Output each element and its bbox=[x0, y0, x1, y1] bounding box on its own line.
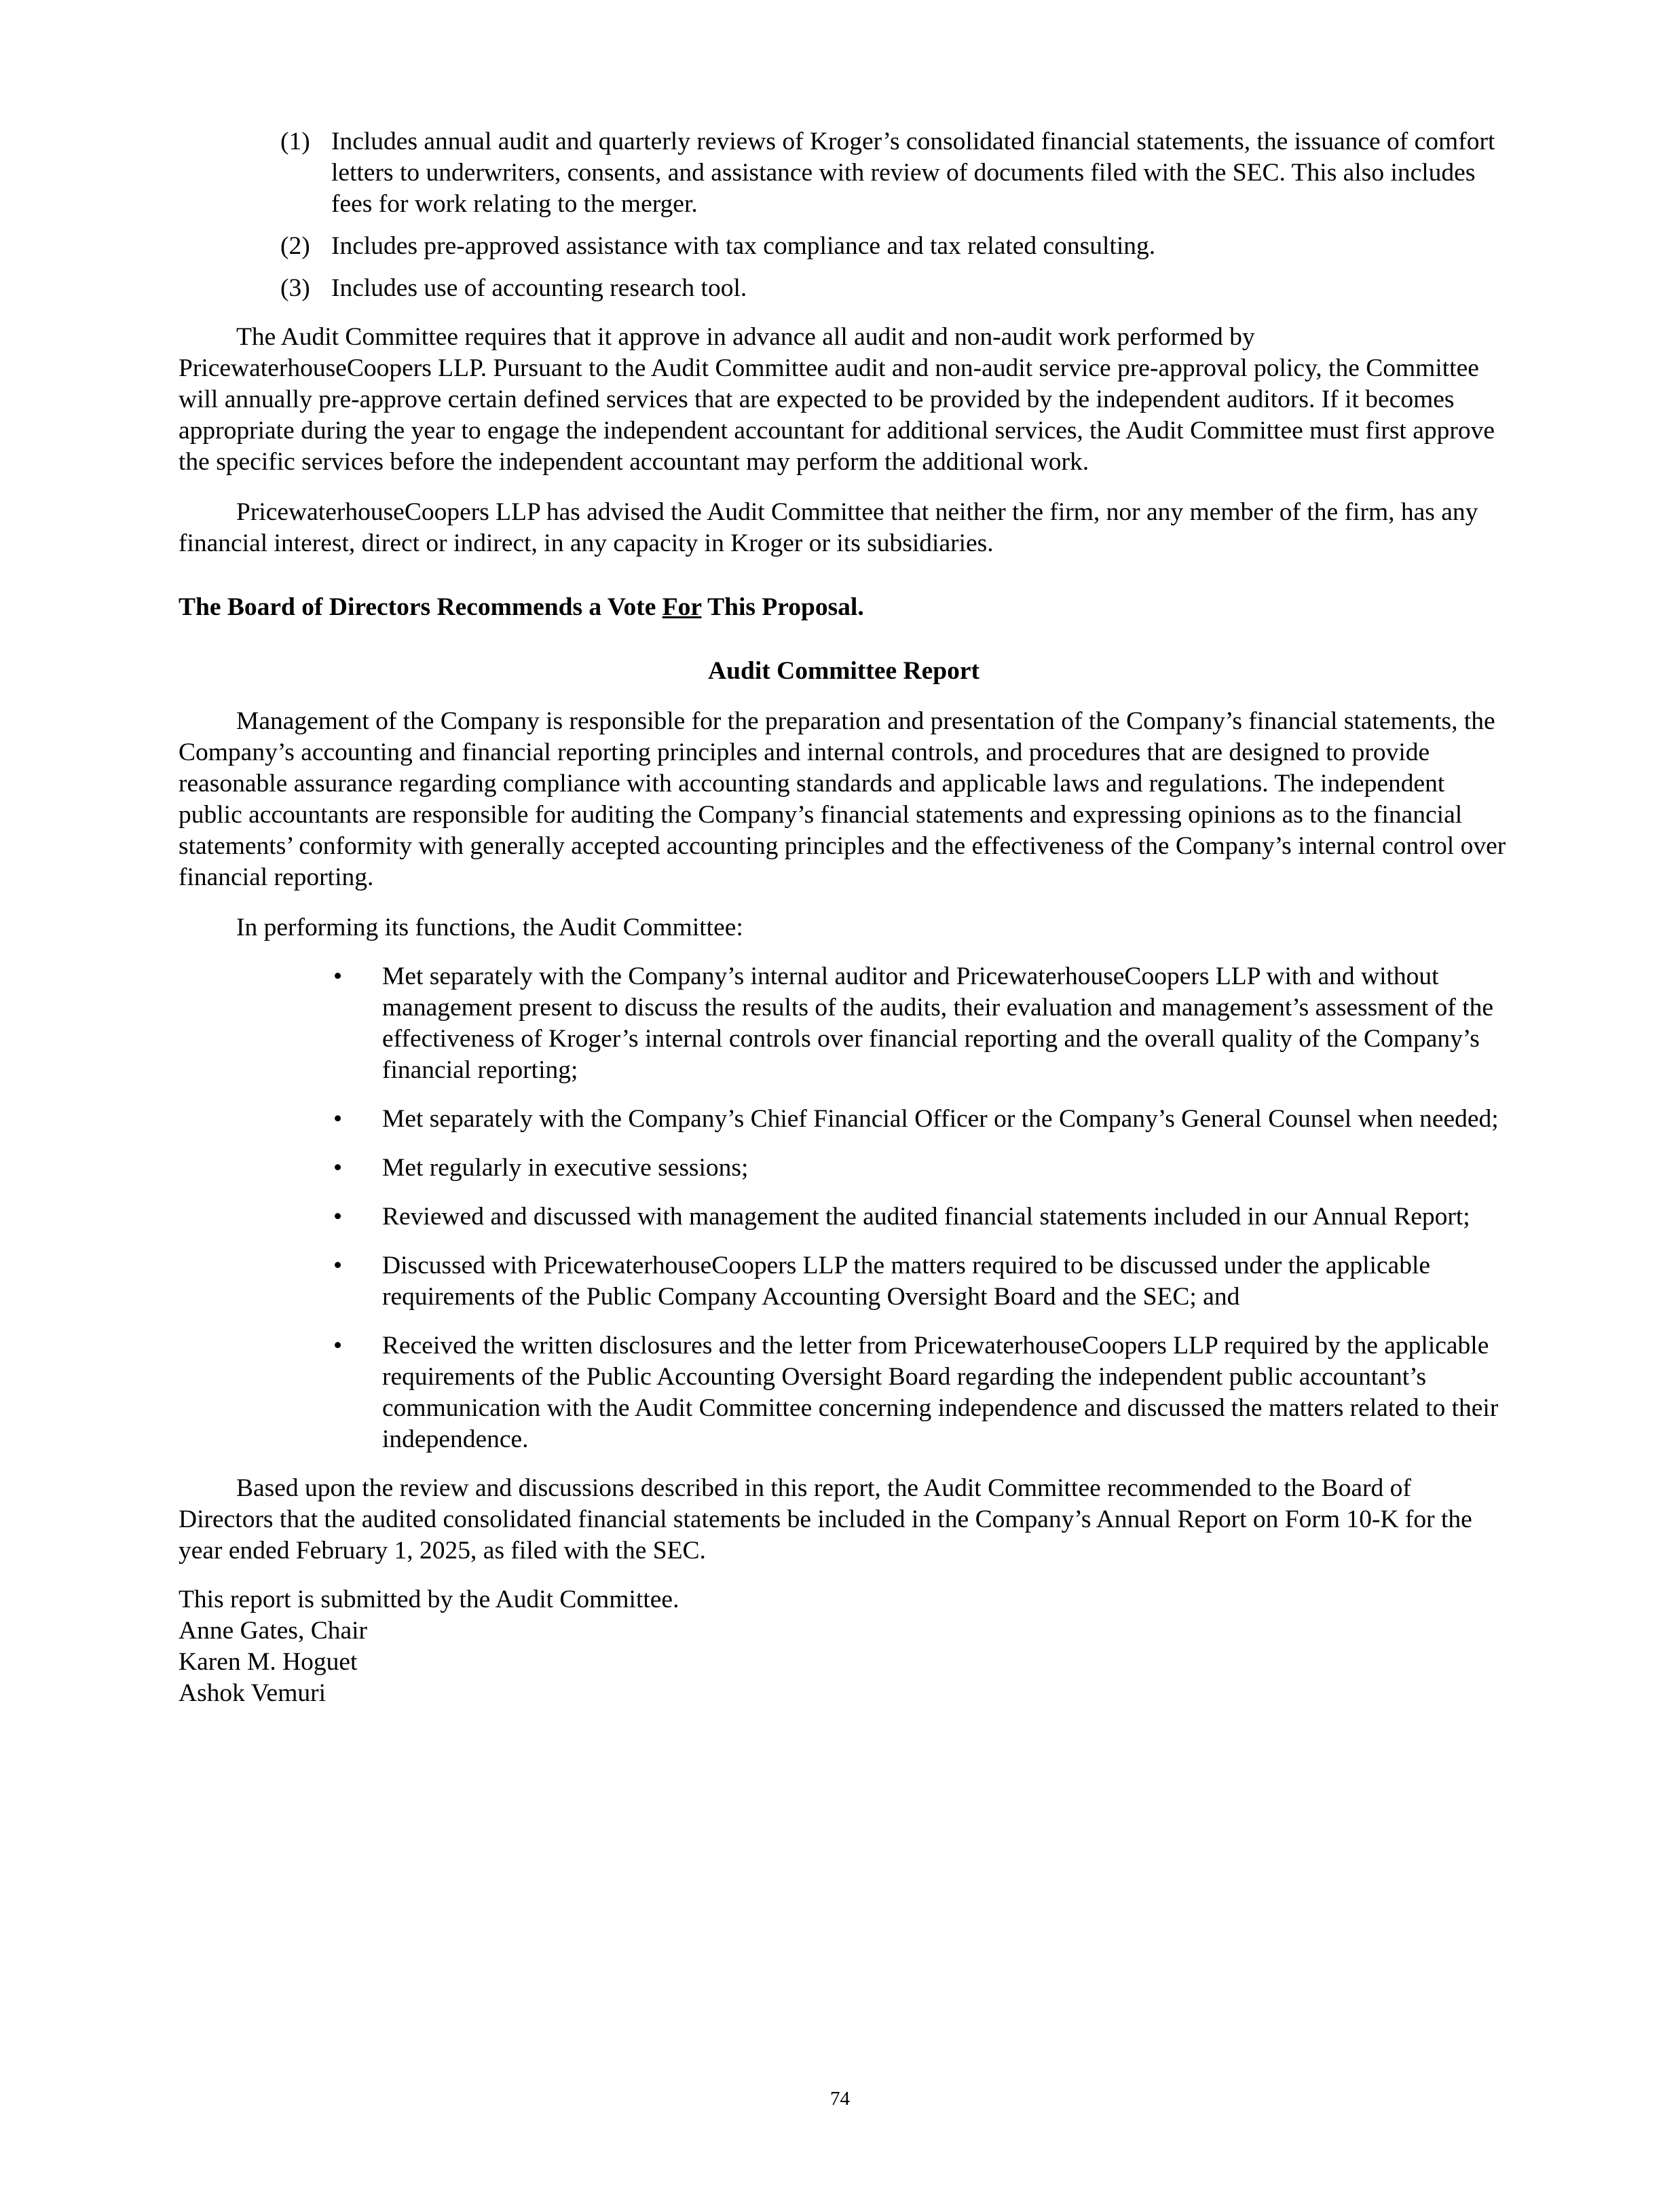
signature-block bbox=[179, 1584, 1509, 1709]
committee-member: Karen M. Hoguet bbox=[179, 1648, 358, 1676]
list-item-text: Met separately with the Company’s internal auditor and PricewaterhouseCoopers LLP with and without management present to discuss the results of the audits, their evaluation and management’s assessment of the effectiveness of Kroger’s internal controls over financial reporting and the overall quality of the Company’s financial reporting; bbox=[382, 962, 1494, 1084]
list-item bbox=[179, 961, 1509, 1086]
list-item-text: Received the written disclosures and the letter from PricewaterhouseCoopers LLP required by the applicable requirements of the Public Accounting Oversight Board regarding the independent public accountant’s communication with the Audit Committee concerning independence and discussed the matters related to their independence. bbox=[382, 1332, 1499, 1453]
list-item bbox=[179, 1104, 1509, 1135]
preapproval-paragraph: The Audit Committee requires that it approve in advance all audit and non-audit work performed by PricewaterhouseCoopers LLP. Pursuant to the Audit Committee audit and non-audit service pre-approval policy, the Committee will annually pre-approve certain defined services that are expected to be provided by the independent auditors. If it becomes appropriate during the year to engage the independent accountant for additional services, the Audit Committee must first approve the specific services before the independent accountant may perform the additional work. bbox=[179, 323, 1495, 476]
list-item-text: Met separately with the Company’s Chief Financial Officer or the Company’s General Counsel when needed; bbox=[382, 1105, 1499, 1133]
list-item bbox=[179, 1250, 1509, 1313]
list-item bbox=[179, 1153, 1509, 1184]
bullet-icon: • bbox=[333, 1252, 343, 1279]
footnote-text: Includes annual audit and quarterly reviews of Kroger’s consolidated financial statements, the issuance of comfort letters to underwriters, consents, and assistance with review of documents filed with the SEC. This also includes fees for work relating to the merger. bbox=[331, 128, 1495, 218]
footnote-text: Includes use of accounting research tool. bbox=[331, 274, 747, 302]
list-item bbox=[179, 1201, 1509, 1233]
functions-list bbox=[179, 961, 1509, 1455]
list-item-text: Reviewed and discussed with management the audited financial statements included in our Annual Report; bbox=[382, 1203, 1470, 1231]
footnote-number: (2) bbox=[280, 232, 310, 260]
fee-footnotes bbox=[179, 126, 1509, 304]
footnote-number: (1) bbox=[280, 128, 310, 155]
signature-intro: This report is submitted by the Audit Committee. bbox=[179, 1586, 679, 1613]
footnote-3 bbox=[179, 273, 1509, 304]
independence-paragraph: PricewaterhouseCoopers LLP has advised the Audit Committee that neither the firm, nor any member of the firm, has any financial interest, direct or indirect, in any capacity in Kroger or its subsidiaries. bbox=[179, 498, 1478, 557]
footnote-1 bbox=[179, 126, 1509, 220]
page-number: 74 bbox=[830, 2088, 850, 2110]
footnote-number: (3) bbox=[280, 274, 310, 302]
recommendation-paragraph: Based upon the review and discussions described in this report, the Audit Committee recommended to the Board of Directors that the audited consolidated financial statements be included in the Company’s Annual Report on Form 10-K for the year ended February 1, 2025, as filed with the SEC. bbox=[179, 1474, 1472, 1565]
board-recommendation bbox=[179, 592, 1509, 623]
list-item-text: Met regularly in executive sessions; bbox=[382, 1154, 749, 1182]
list-item bbox=[179, 1330, 1509, 1455]
bullet-icon: • bbox=[333, 962, 343, 990]
bullet-icon: • bbox=[333, 1154, 343, 1182]
page-content bbox=[179, 126, 1509, 1709]
recommendation-vote-for: For bbox=[662, 593, 702, 621]
management-paragraph: Management of the Company is responsible for the preparation and presentation of the Company’s financial statements, the Company’s accounting and financial reporting principles and internal controls, and procedures that are designed to provide reasonable assurance regarding compliance with accounting standards and applicable laws and regulations. The independent public accountants are responsible for auditing the Company’s financial statements and expressing opinions as to the financial statements’ conformity with generally accepted accounting principles and the effectiveness of the Company’s internal control over financial reporting. bbox=[179, 707, 1506, 891]
recommendation-text-end: This Proposal. bbox=[701, 593, 864, 621]
bullet-icon: • bbox=[333, 1203, 343, 1231]
committee-member: Anne Gates, Chair bbox=[179, 1617, 368, 1645]
footnote-2 bbox=[179, 231, 1509, 262]
list-item-text: Discussed with PricewaterhouseCoopers LLP the matters required to be discussed under the applicable requirements of the Public Company Accounting Oversight Board and the SEC; and bbox=[382, 1252, 1431, 1311]
bullet-icon: • bbox=[333, 1332, 343, 1360]
bullet-icon: • bbox=[333, 1105, 343, 1133]
section-heading: Audit Committee Report bbox=[708, 657, 979, 685]
footnote-text: Includes pre-approved assistance with tax compliance and tax related consulting. bbox=[331, 232, 1156, 260]
functions-intro: In performing its functions, the Audit Committee: bbox=[236, 914, 743, 941]
committee-member: Ashok Vemuri bbox=[179, 1679, 326, 1707]
recommendation-text-start: The Board of Directors Recommends a Vote bbox=[179, 593, 662, 621]
